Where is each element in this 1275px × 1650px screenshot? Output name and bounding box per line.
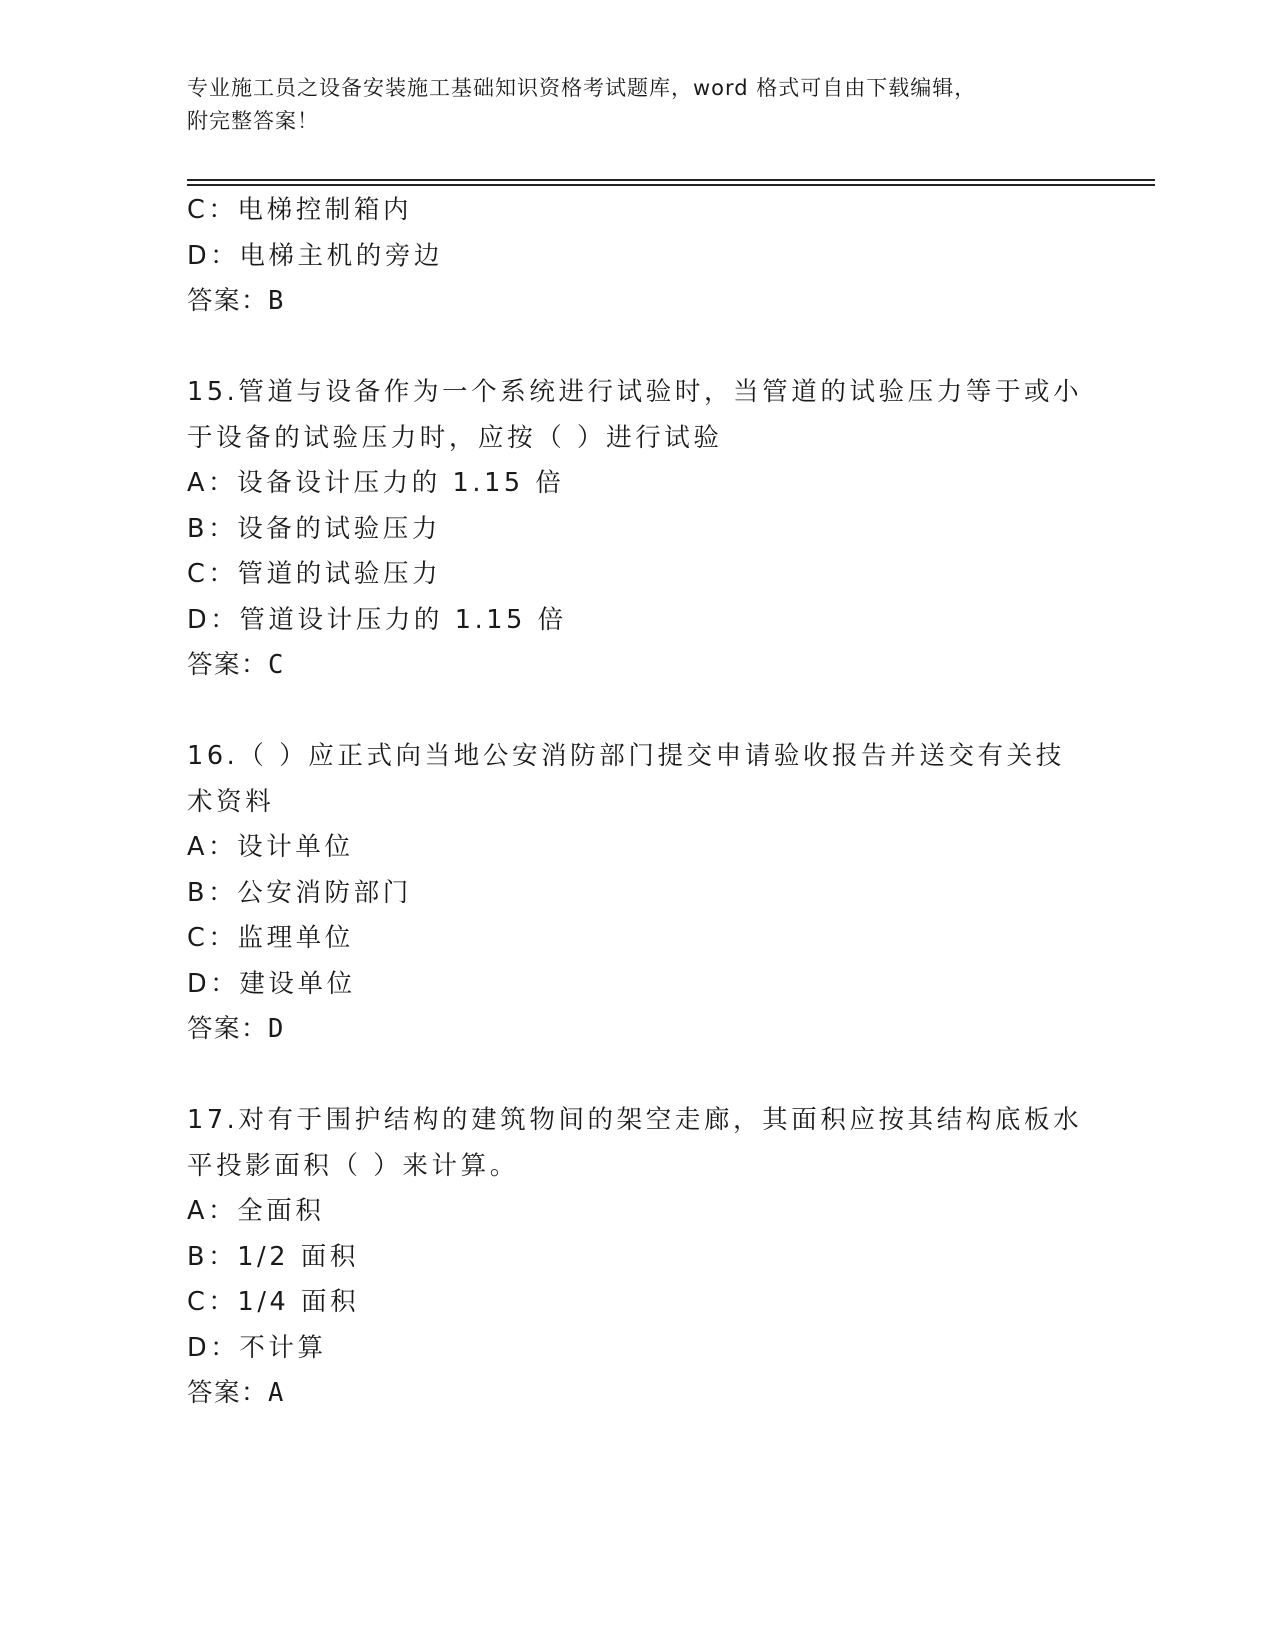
answer-line: 答案：C — [187, 650, 285, 680]
question-content — [187, 188, 1087, 1417]
option-a: A：设计单位 — [187, 832, 354, 862]
question-stem-line: 于设备的试验压力时，应按（ ）进行试验 — [187, 422, 723, 453]
question-14-continuation — [187, 188, 1087, 325]
option-d: D：不计算 — [187, 1332, 327, 1363]
answer-line: 答案：D — [187, 1014, 285, 1044]
header-divider-top — [187, 179, 1155, 181]
option-b: B：设备的试验压力 — [187, 513, 441, 544]
option-b: B：公安消防部门 — [187, 877, 412, 908]
page-header — [187, 72, 1087, 138]
question-stem-line: 16.（ ）应正式向当地公安消防部门提交申请验收报告并送交有关技 — [187, 741, 1065, 771]
option-b: B：1/2 面积 — [187, 1241, 359, 1272]
option-a: A：全面积 — [187, 1196, 325, 1226]
header-divider-bottom — [187, 184, 1155, 186]
option-c: C：监理单位 — [187, 923, 354, 953]
question-stem-line: 术资料 — [187, 786, 275, 817]
question-stem-line: 15.管道与设备作为一个系统进行试验时，当管道的试验压力等于或小 — [187, 377, 1083, 407]
header-line-2: 附完整答案！ — [187, 109, 319, 133]
option-a: A：设备设计压力的 1.15 倍 — [187, 468, 565, 498]
answer-line: 答案：B — [187, 286, 285, 316]
question-stem-line: 平投影面积（ ）来计算。 — [187, 1150, 519, 1181]
question-16 — [187, 734, 1087, 1053]
question-stem-line: 17.对有于围护结构的建筑物间的架空走廊，其面积应按其结构底板水 — [187, 1105, 1083, 1135]
question-15 — [187, 370, 1087, 689]
option-d: D：建设单位 — [187, 968, 356, 999]
option-c: C：管道的试验压力 — [187, 559, 442, 589]
header-line-1: 专业施工员之设备安装施工基础知识资格考试题库，word 格式可自由下载编辑， — [187, 76, 977, 100]
option-c: C：电梯控制箱内 — [187, 195, 413, 225]
option-d: D：电梯主机的旁边 — [187, 240, 444, 271]
answer-line: 答案：A — [187, 1378, 285, 1408]
option-d: D：管道设计压力的 1.15 倍 — [187, 604, 567, 635]
question-17 — [187, 1098, 1087, 1417]
option-c: C：1/4 面积 — [187, 1287, 360, 1317]
